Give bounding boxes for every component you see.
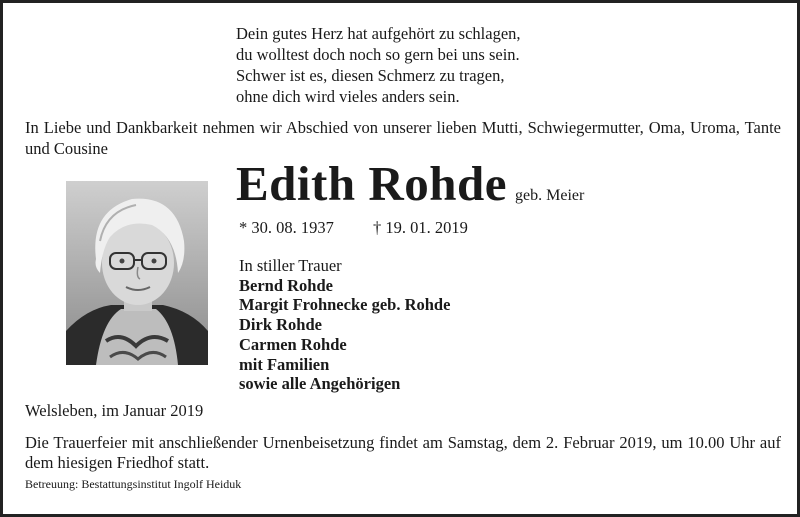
mourners-list <box>239 256 450 394</box>
mourner-name: Dirk Rohde <box>239 315 322 335</box>
farewell-intro: In Liebe und Dankbarkeit nehmen wir Abschied von unserer lieben Mutti, Schwiegermutter, Oma, Uroma, Tante und Cousine <box>25 118 781 158</box>
mourner-name: Bernd Rohde <box>239 275 333 295</box>
mourner-name: mit Familien <box>239 354 330 374</box>
life-dates <box>239 218 468 238</box>
mourning-lead: In stiller Trauer <box>239 256 342 275</box>
poem-line: ohne dich wird vieles anders sein. <box>236 87 460 106</box>
death-date: † 19. 01. 2019 <box>373 218 468 237</box>
mourner-name: Margit Frohnecke geb. Rohde <box>239 295 451 315</box>
poem-line: Dein gutes Herz hat aufgehört zu schlagen, <box>236 24 521 43</box>
birth-date: * 30. 08. 1937 <box>239 218 334 237</box>
mourner-name: sowie alle Angehörigen <box>239 374 401 394</box>
maiden-name: geb. Meier <box>515 187 585 204</box>
funeral-notice: Die Trauerfeier mit anschließender Urnenbeisetzung findet am Samstag, dem 2. Februar 2019, um 10.00 Uhr auf dem hiesigen Friedhof statt. <box>25 433 781 472</box>
mourner-name: Carmen Rohde <box>239 334 347 354</box>
undertaker-credit: Betreuung: Bestattungsinstitut Ingolf Heiduk <box>25 477 242 491</box>
poem-line: du wolltest doch noch so gern bei uns sein. <box>236 45 520 64</box>
deceased-heading <box>236 155 584 212</box>
poem-line: Schwer ist es, diesen Schmerz zu tragen, <box>236 66 505 85</box>
memorial-poem <box>236 23 521 107</box>
portrait-photo <box>66 181 208 365</box>
place-and-date: Welsleben, im Januar 2019 <box>25 401 204 420</box>
deceased-name: Edith Rohde <box>236 156 508 211</box>
